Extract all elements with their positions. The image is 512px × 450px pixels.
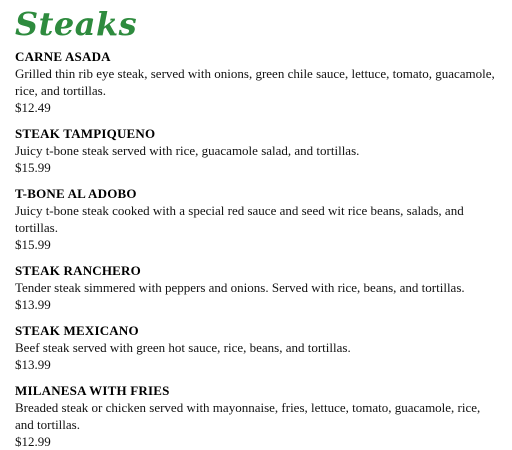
item-description: Tender steak simmered with peppers and onions. Served with rice, beans, and tortillas. [15, 280, 465, 295]
item-name: STEAK TAMPIQUENO [15, 126, 156, 141]
section-title: Steaks [15, 5, 138, 43]
menu-list [15, 48, 498, 450]
menu-item-carne-asada [15, 48, 498, 116]
item-price: $12.49 [15, 100, 51, 115]
menu-item-t-bone-al-adobo [15, 185, 498, 253]
item-description: Grilled thin rib eye steak, served with onions, green chile sauce, lettuce, tomato, guacamole, rice, and tortillas. [15, 66, 495, 98]
item-name: CARNE ASADA [15, 49, 111, 64]
item-description: Breaded steak or chicken served with mayonnaise, fries, lettuce, tomato, guacamole, rice, and tortillas. [15, 400, 481, 432]
item-price: $13.99 [15, 357, 51, 372]
item-name: T-BONE AL ADOBO [15, 186, 137, 201]
item-name: STEAK MEXICANO [15, 323, 139, 338]
item-price: $15.99 [15, 237, 51, 252]
item-name: MILANESA WITH FRIES [15, 383, 170, 398]
menu-item-steak-mexicano [15, 322, 498, 373]
item-name: STEAK RANCHERO [15, 263, 141, 278]
item-price: $15.99 [15, 160, 51, 175]
menu-item-steak-ranchero [15, 262, 498, 313]
item-description: Beef steak served with green hot sauce, rice, beans, and tortillas. [15, 340, 351, 355]
item-description: Juicy t-bone steak cooked with a special red sauce and seed wit rice beans, salads, and tortillas. [15, 203, 464, 235]
menu-item-milanesa-with-fries [15, 382, 498, 450]
item-price: $12.99 [15, 434, 51, 449]
menu-item-steak-tampiqueno [15, 125, 498, 176]
item-description: Juicy t-bone steak served with rice, guacamole salad, and tortillas. [15, 143, 360, 158]
item-price: $13.99 [15, 297, 51, 312]
